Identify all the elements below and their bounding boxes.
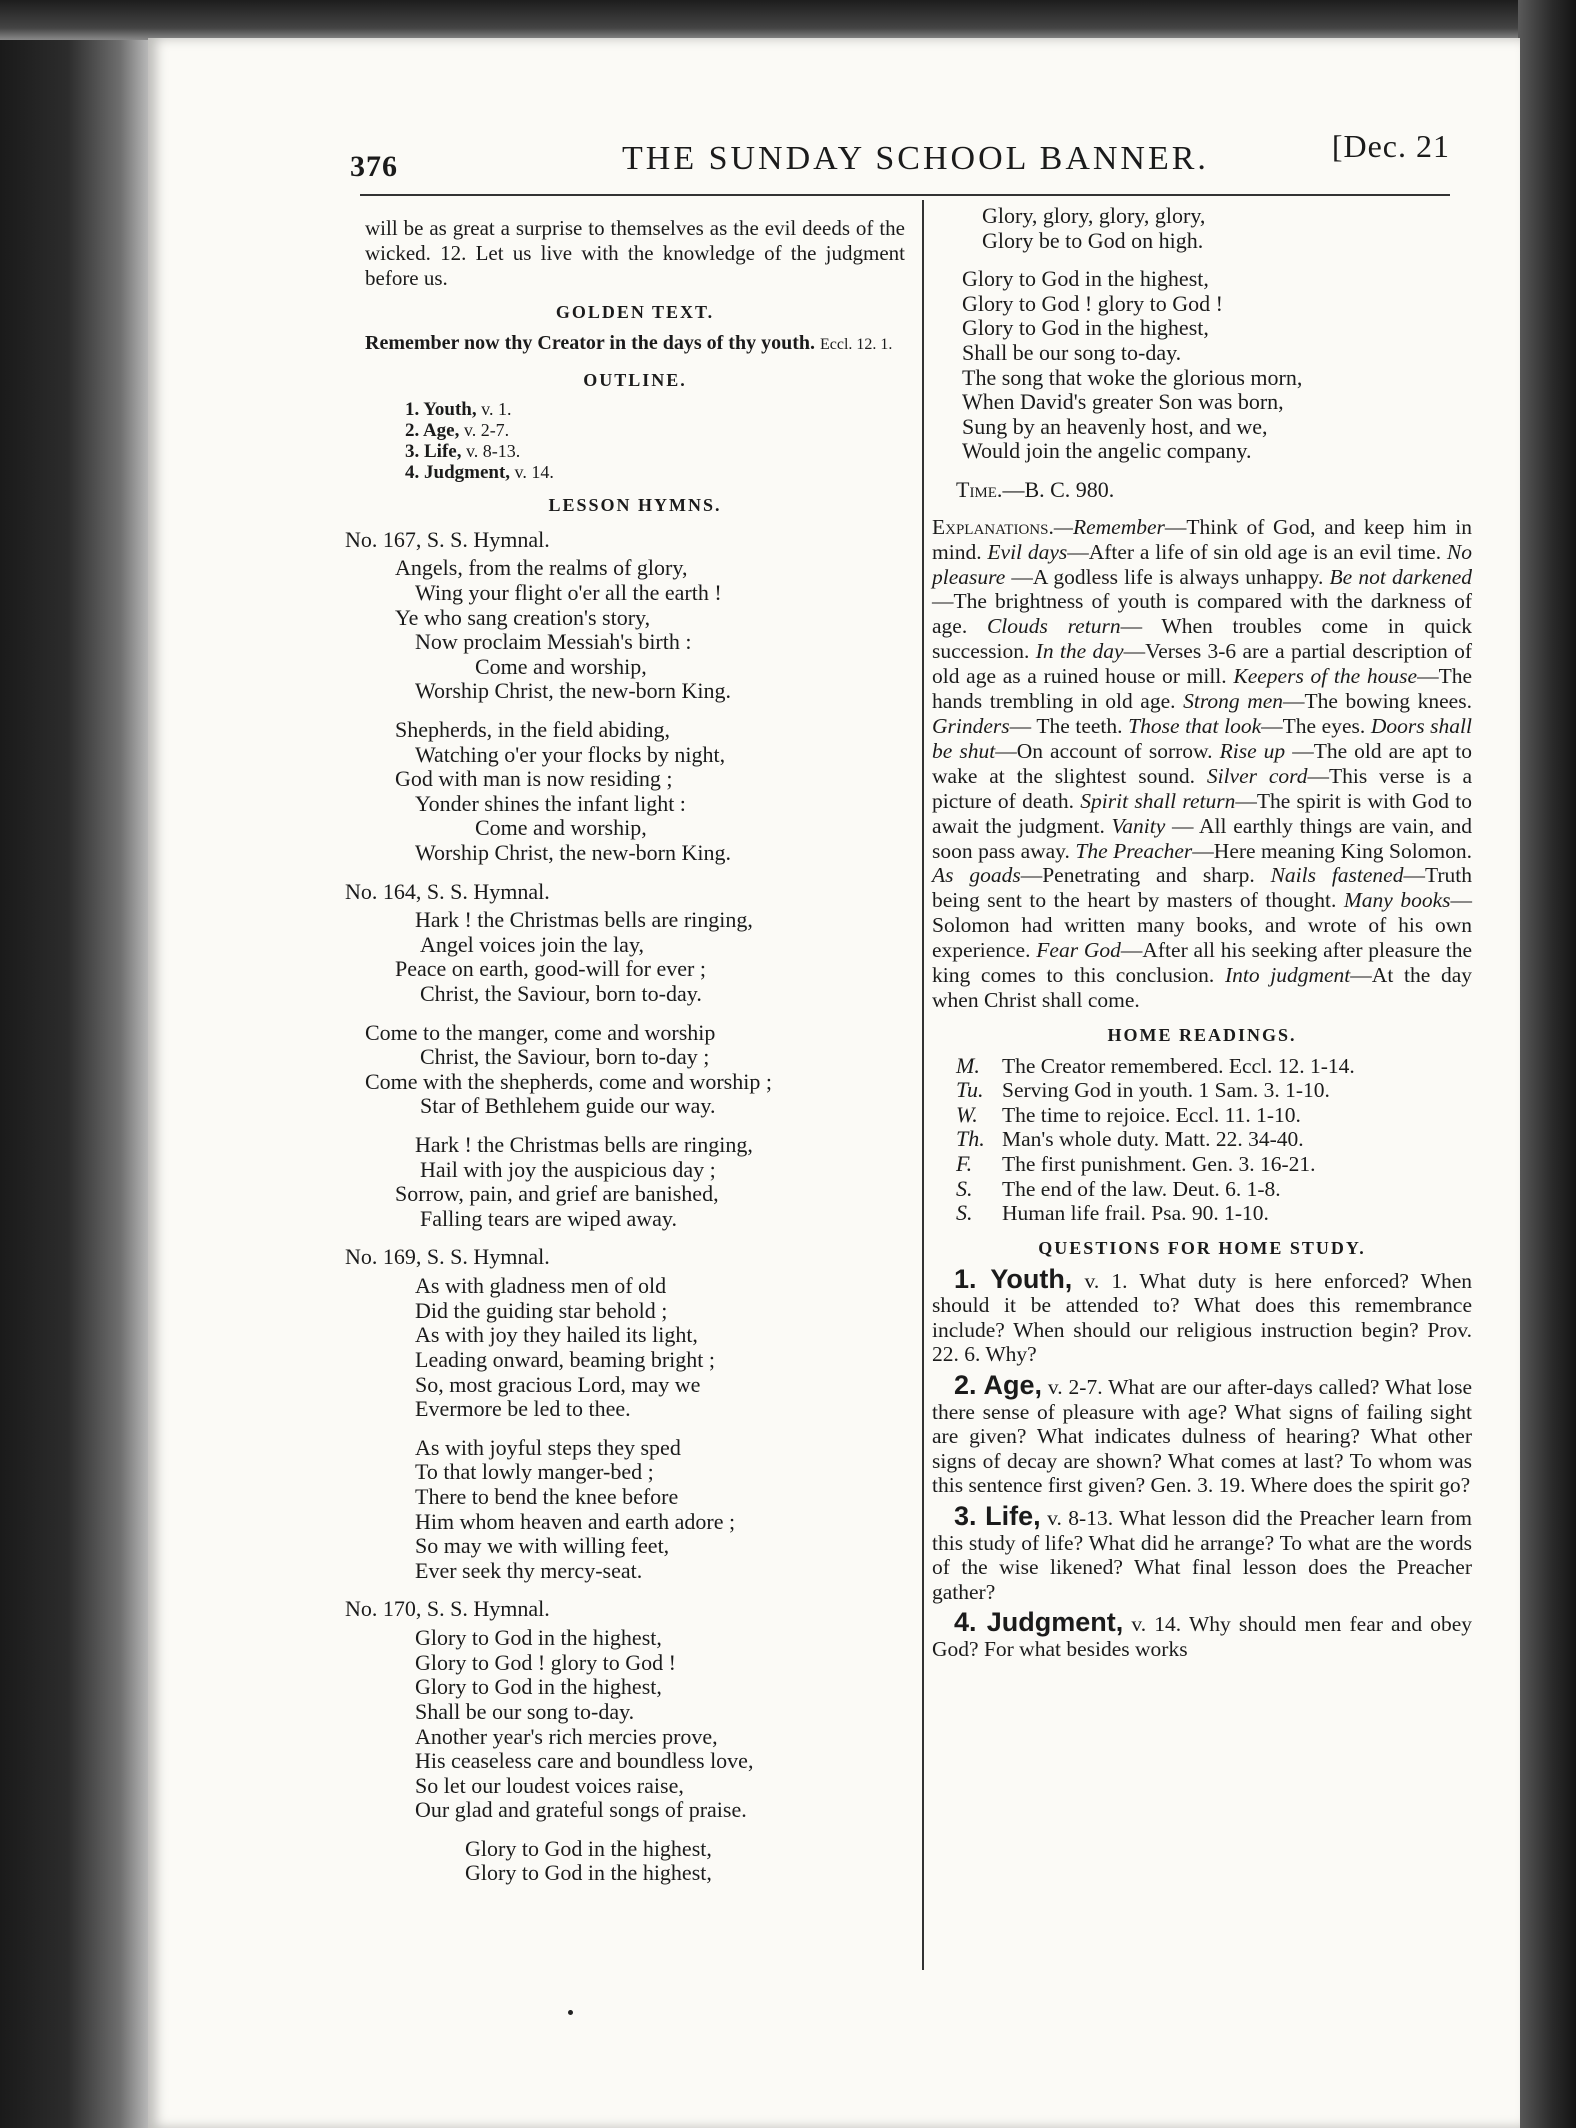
- home-reading-item: S. Human life frail. Psa. 90. 1-10.: [956, 1200, 1269, 1226]
- explanation-segment: —The old are apt to wake at the slightest sound.: [932, 738, 1472, 788]
- hymn-line: Shall be our song to-day.: [415, 1698, 635, 1724]
- hymn-line: Leading onward, beaming bright ;: [415, 1347, 715, 1372]
- outline-item: 3. Life, v. 8-13.: [405, 440, 521, 462]
- hymn-line: Watching o'er your flocks by night,: [415, 741, 726, 767]
- explanation-segment: Into judgment: [1224, 963, 1351, 988]
- explanation-segment: —The eyes.: [1261, 713, 1371, 738]
- hymn-line: Ye who sang creation's story,: [395, 604, 651, 630]
- explanation-segment: Many books: [1343, 888, 1451, 913]
- explanation-segment: — The teeth.: [1009, 713, 1129, 738]
- hymn-line: Hark ! the Christmas bells are ringing,: [415, 1132, 753, 1158]
- hymn-line: Shepherds, in the field abiding,: [395, 716, 670, 742]
- hymn-line: Ever seek thy mercy-seat.: [415, 1557, 643, 1583]
- hymn-line: Glory to God in the highest,: [962, 315, 1209, 341]
- question-paragraph: 2. Age, v. 2-7. What are our after-days called? What lose there sense of pleasure with age? What signs of failing sight are given? What indicates dulness of hearing? What other signs of decay are shown? What comes at last? To whom was this sentence first given? Gen. 3. 19. Where does the spirit go?: [932, 1369, 1473, 1498]
- questions-heading: QUESTIONS FOR HOME STUDY.: [1038, 1237, 1366, 1258]
- explanation-segment: —After all his seeking after pleasure the king comes to this conclusion.: [932, 938, 1472, 988]
- hymn-line: Evermore be led to thee.: [415, 1396, 631, 1422]
- hymn-line: Hail with joy the auspicious day ;: [420, 1156, 716, 1182]
- hymn-line: As with gladness men of old: [415, 1273, 667, 1299]
- explanation-segment: —At the day when Christ shall come.: [932, 963, 1472, 1012]
- explanation-segment: As goads: [932, 863, 1021, 888]
- hymn-line: Glory, glory, glory, glory,: [982, 203, 1206, 228]
- home-reading-item: M. The Creator remembered. Eccl. 12. 1-14.: [956, 1052, 1355, 1078]
- explanation-segment: Clouds return: [986, 614, 1121, 639]
- hymn-line: So let our loudest voices raise,: [415, 1772, 684, 1798]
- hymn-line: Come and worship,: [475, 653, 647, 679]
- hymn-number: No. 167, S. S. Hymnal.: [345, 526, 550, 552]
- hymn-line: Christ, the Saviour, born to-day.: [420, 981, 702, 1007]
- golden-text: Remember now thy Creator in the days of thy youth. Eccl. 12. 1.: [365, 332, 893, 355]
- explanation-segment: Those that look: [1128, 713, 1262, 738]
- time-line: Time.—B. C. 980.: [956, 476, 1115, 502]
- hymn-line: Peace on earth, good-will for ever ;: [395, 956, 706, 982]
- hymn-line: Come and worship,: [475, 815, 647, 841]
- book-spine-shadow: [0, 0, 150, 2128]
- home-reading-item: S. The end of the law. Deut. 6. 1-8.: [956, 1175, 1281, 1201]
- hymn-verse: [365, 1626, 905, 1823]
- hymn-line: Our glad and grateful songs of praise.: [415, 1797, 747, 1823]
- hymn-line: Falling tears are wiped away.: [420, 1205, 677, 1231]
- hymn-line: Glory to God in the highest,: [415, 1625, 662, 1651]
- scan-top-edge: [0, 0, 1576, 40]
- hymn-line: Yonder shines the infant light :: [415, 790, 686, 816]
- outline-heading: OUTLINE.: [583, 369, 687, 390]
- explanation-segment: —Verses 3-6 are a partial description of old age as a ruined house or mill.: [932, 639, 1473, 689]
- hymn-line: Glory to God in the highest,: [465, 1835, 712, 1861]
- home-reading-item: Tu. Serving God in youth. 1 Sam. 3. 1-10.: [956, 1077, 1330, 1103]
- explanation-segment: — When troubles come in quick succession.: [932, 614, 1473, 664]
- hymn-verse: [365, 908, 905, 1006]
- hymn-line: Hark ! the Christmas bells are ringing,: [415, 907, 753, 933]
- explanation-segment: Vanity: [1111, 813, 1166, 838]
- explanation-segment: No pleasure: [932, 539, 1472, 589]
- explanation-segment: Keepers of the house: [1233, 664, 1418, 689]
- explanation-segment: —Penetrating and sharp.: [1020, 863, 1271, 888]
- hymn-line: Star of Bethlehem guide our way.: [420, 1093, 716, 1119]
- explanation-segment: —The hands trembling in old age.: [932, 664, 1472, 714]
- hymn-number: No. 164, S. S. Hymnal.: [345, 878, 550, 904]
- hymn-line: Glory be to God on high.: [982, 227, 1204, 253]
- hymn-verse: [365, 1133, 905, 1231]
- hymn-verse: [365, 1837, 905, 1886]
- hymn-line: Another year's rich mercies prove,: [415, 1723, 718, 1749]
- hymn-line: God with man is now residing ;: [395, 766, 673, 792]
- explanation-segment: —Here meaning King Solomon.: [1192, 838, 1473, 863]
- explanation-segment: The Preacher: [1075, 838, 1193, 863]
- hymn-line: Sung by an heavenly host, and we,: [962, 413, 1268, 439]
- hymn-line: Glory to God in the highest,: [415, 1674, 662, 1700]
- hymn-line: Him whom heaven and earth adore ;: [415, 1508, 736, 1534]
- hymn-line: Shall be our song to-day.: [962, 339, 1182, 365]
- hymn-verse: [932, 204, 1472, 253]
- explanation-segment: Evil days: [987, 539, 1068, 564]
- page-mark: [568, 2010, 573, 2015]
- explanation-segment: Doors shall be shut: [932, 713, 1472, 763]
- explanation-segment: Spirit shall return: [1080, 788, 1236, 813]
- hymn-line: Did the guiding star behold ;: [415, 1297, 668, 1323]
- hymn-line: Worship Christ, the new-born King.: [415, 678, 731, 704]
- hymn-line: Sorrow, pain, and grief are banished,: [395, 1181, 719, 1207]
- hymn-number: No. 170, S. S. Hymnal.: [345, 1596, 550, 1622]
- explanation-segment: Nails fastened: [1270, 863, 1404, 888]
- hymn-line: Come to the manger, come and worship: [365, 1019, 716, 1045]
- explanation-segment: —The bowing knees.: [1283, 689, 1472, 714]
- explanation-segment: Grinders: [932, 713, 1010, 738]
- hymn-line: There to bend the knee before: [415, 1483, 679, 1509]
- hymn-line: His ceaseless care and boundless love,: [415, 1748, 754, 1774]
- explanation-segment: —Remember: [1053, 514, 1165, 539]
- hymn-line: To that lowly manger-bed ;: [415, 1459, 654, 1485]
- hymn-line: Glory to God in the highest,: [465, 1860, 712, 1886]
- hymn-line: Angels, from the realms of glory,: [395, 555, 688, 581]
- hymn-line: Now proclaim Messiah's birth :: [415, 629, 692, 655]
- explanation-segment: Strong men: [1183, 689, 1284, 714]
- outline-item: 4. Judgment, v. 14.: [405, 461, 554, 483]
- hymn-line: Come with the shepherds, come and worship ;: [365, 1068, 772, 1094]
- hymn-line: Worship Christ, the new-born King.: [415, 839, 731, 865]
- lesson-hymns-heading: LESSON HYMNS.: [548, 494, 722, 515]
- explanation-segment: — All earthly things are vain, and soon pass away.: [932, 813, 1472, 863]
- explanation-segment: —This verse is a picture of death.: [932, 763, 1473, 813]
- scan-right-edge: [1518, 0, 1576, 2128]
- issue-date: [Dec. 21: [1331, 128, 1450, 164]
- home-readings-heading: HOME READINGS.: [1107, 1024, 1297, 1045]
- hymn-verse: [365, 1436, 905, 1584]
- hymn-verse: [365, 1021, 905, 1119]
- hymn-verse: [365, 718, 905, 866]
- explanation-segment: —After a life of sin old age is an evil time.: [1067, 539, 1447, 564]
- hymn-line: When David's greater Son was born,: [962, 389, 1284, 415]
- explanation-segment: Explanations.: [932, 514, 1054, 539]
- explanation-segment: Rise up: [1219, 738, 1286, 763]
- page-number: 376: [350, 150, 398, 183]
- outline-list: [365, 399, 905, 483]
- explanation-segment: Be not darkened: [1329, 564, 1472, 589]
- hymn-line: Would join the angelic company.: [962, 438, 1252, 464]
- hymn-line: Glory to God in the highest,: [962, 266, 1209, 292]
- hymn-line: As with joy they hailed its light,: [415, 1322, 698, 1348]
- explanation-segment: —Truth being sent to the heart by masters of thought.: [932, 863, 1472, 913]
- hymn-line: Christ, the Saviour, born to-day ;: [420, 1044, 710, 1070]
- explanation-segment: —The brightness of youth is compared with the darkness of age.: [932, 589, 1472, 639]
- home-reading-item: Th. Man's whole duty. Matt. 22. 34-40.: [956, 1126, 1304, 1152]
- hymn-verse: [365, 556, 905, 704]
- explanation-segment: Silver cord: [1206, 763, 1308, 788]
- question-paragraph: 4. Judgment, v. 14. Why should men fear and obey God? For what besides works: [932, 1607, 1473, 1661]
- home-reading-item: F. The first punishment. Gen. 3. 16-21.: [956, 1151, 1316, 1177]
- explanation-segment: In the day: [1035, 639, 1124, 664]
- explanation-segment: —The spirit is with God to await the judgment.: [932, 788, 1472, 838]
- outline-item: 1. Youth, v. 1.: [405, 398, 512, 420]
- explanation-segment: —Think of God, and keep him in mind.: [932, 514, 1472, 564]
- explanations-paragraph: [932, 515, 1472, 1013]
- hymn-number: No. 169, S. S. Hymnal.: [345, 1244, 550, 1270]
- home-reading-item: W. The time to rejoice. Eccl. 11. 1-10.: [956, 1101, 1301, 1127]
- home-readings-list: [932, 1054, 1472, 1226]
- hymn-line: As with joyful steps they sped: [415, 1434, 681, 1460]
- golden-text-heading: GOLDEN TEXT.: [555, 302, 715, 323]
- explanation-segment: —Solomon had written many books, and wrote of his own experience.: [932, 888, 1472, 963]
- left-column: [345, 216, 905, 1900]
- outline-item: 2. Age, v. 2-7.: [405, 419, 510, 441]
- hymn-line: Wing your flight o'er all the earth !: [415, 579, 722, 605]
- hymn-line: So, most gracious Lord, may we: [415, 1371, 701, 1397]
- hymn-verse: [365, 1274, 905, 1422]
- question-paragraph: 3. Life, v. 8-13. What lesson did the Preacher learn from this study of life? What did he arrange? To what are the words of the wise likened? What final lesson does the Preacher gather?: [932, 1500, 1473, 1604]
- running-title: THE SUNDAY SCHOOL BANNER.: [622, 140, 1209, 177]
- hymn-line: The song that woke the glorious morn,: [962, 364, 1303, 390]
- explanation-segment: Fear God: [1036, 938, 1121, 963]
- hymn-line: Glory to God ! glory to God !: [415, 1649, 676, 1675]
- header-rule: [360, 194, 1450, 196]
- hymn-line: Glory to God ! glory to God !: [962, 290, 1223, 316]
- right-column: [932, 204, 1472, 1668]
- hymn-line: Angel voices join the lay,: [420, 931, 645, 957]
- question-paragraph: 1. Youth, v. 1. What duty is here enforced? When should it be attended to? What does this remembrance include? When should our religious instruction begin? Prov. 22. 6. Why?: [932, 1263, 1472, 1367]
- questions-list: [932, 1263, 1473, 1662]
- page-header: [350, 128, 1450, 183]
- column-divider: [922, 200, 924, 1970]
- intro-paragraph: will be as great a surprise to themselves as the evil deeds of the wicked. 12. Let us live with the knowledge of the judgment before us.: [365, 216, 905, 290]
- explanation-segment: —A godless life is always unhappy.: [1005, 564, 1330, 589]
- explanation-segment: —On account of sorrow.: [995, 738, 1220, 763]
- hymn-line: So may we with willing feet,: [415, 1533, 670, 1559]
- hymn-verse: [932, 267, 1472, 464]
